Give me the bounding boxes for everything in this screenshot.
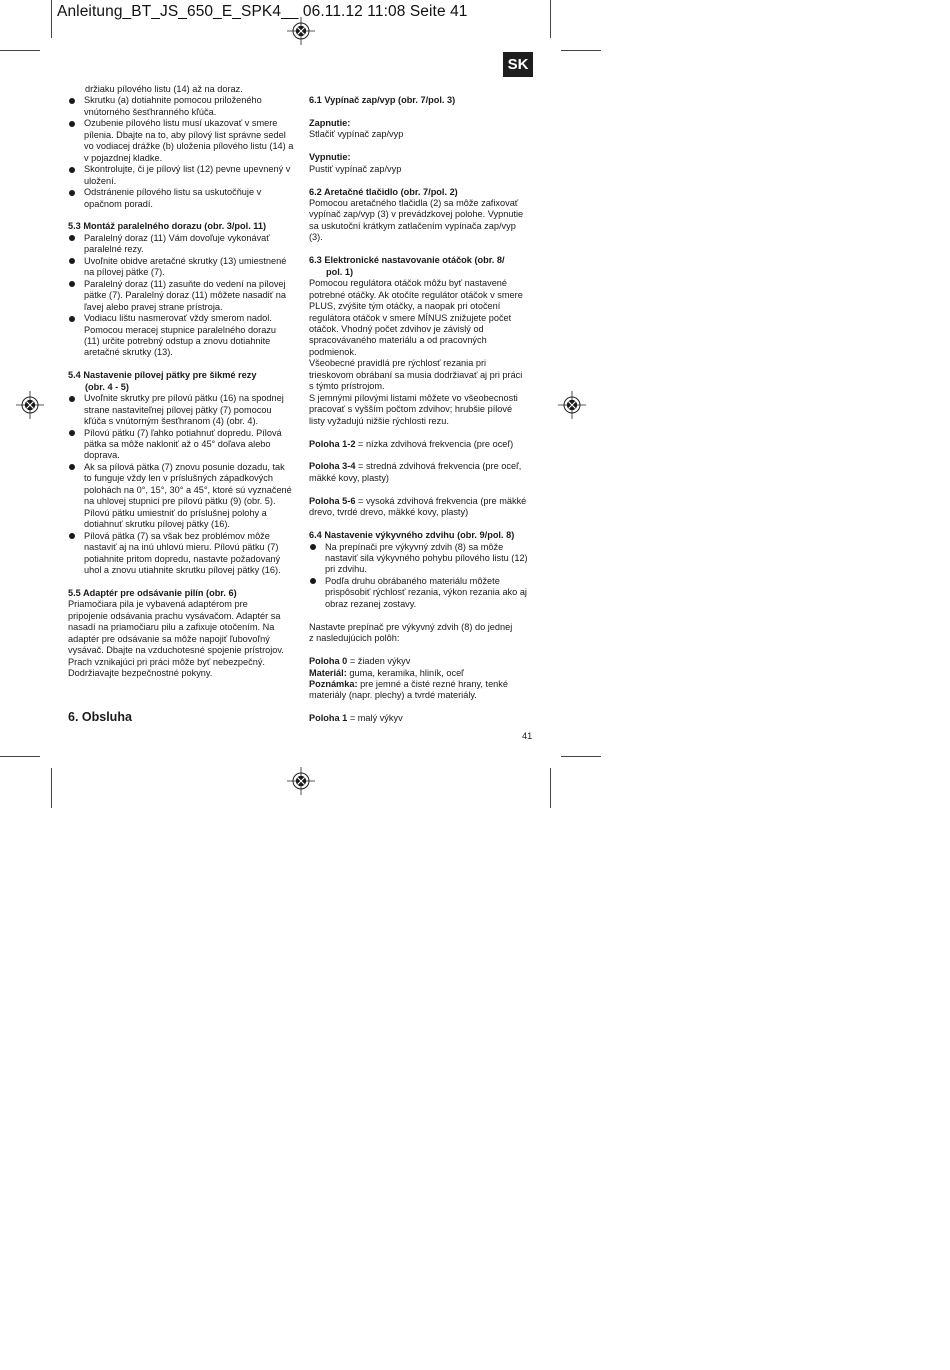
list-item: Vodiacu lištu nasmerovať vždy smerom nadol. Pomocou meracej stupnice paralelného dorazu (11) určite potrebný odstup a znovu dotiahnite aretačné skrutky (13).: [68, 313, 294, 359]
list-item: Podľa druhu obrábaného materiálu môžete prispôsobiť rýchlosť rezania, výkon rezania ako aj obraz rezanej zostavy.: [309, 576, 535, 610]
paragraph-line: Priamočiara pila je vybavená adaptérom pre: [68, 599, 248, 610]
position-1-2-line: [309, 439, 535, 450]
running-head: Anleitung_BT_JS_650_E_SPK4__ 06.11.12 11:08 Seite 41: [57, 3, 468, 20]
paragraph-line: (3).: [309, 232, 323, 243]
position-3-4-text-cont: mäkké kovy, plasty): [309, 472, 389, 483]
position-1-2-label: Poloha 1-2: [309, 438, 356, 449]
paragraph-line: Pomocou regulátora otáčok môžu byť nastavené: [309, 278, 508, 289]
trim-line-top-left-v: [51, 0, 52, 38]
position-0-line: [309, 656, 535, 667]
list-item: Odstránenie pílového listu sa uskutočňuje v opačnom poradí.: [68, 187, 294, 210]
list-item: Pílová pätka (7) sa však bez problémov môže nastaviť aj na inú uhlovú mieru. Pílovú pätku (7) potiahnite pritom dopredu, nastavte požadovaný uhol a znovu utiahnite skrutku pílovej pätky (16).: [68, 531, 294, 577]
trim-line-bottom-left-v: [51, 768, 52, 808]
intro-line: držiaku pílového listu (14) až na doraz.: [85, 84, 243, 94]
material-line: [309, 668, 535, 679]
registration-mark-right-icon: [558, 391, 586, 419]
list-item: Na prepínači pre výkyvný zdvih (8) sa môže nastaviť sila výkyvného pohybu pílového listu (12) pri zdvihu.: [309, 542, 535, 576]
registration-mark-left-icon: [16, 391, 44, 419]
position-3-4-line: [309, 461, 535, 472]
paragraph-line: regulátora otáčok v smere MÍNUS znižujete počet: [309, 312, 512, 323]
section-heading-5-5: 5.5 Adaptér pre odsávanie pilín (obr. 6): [68, 587, 237, 598]
trim-line-bottom-left-h: [0, 756, 40, 757]
position-1-label: Poloha 1: [309, 713, 348, 724]
paragraph-line: vysávač. Dbajte na vzduchotesné spojenie prístrojov.: [68, 645, 284, 656]
paragraph-line: PLUS, zvýšite tým otáčky, a naopak pri otočení: [309, 301, 501, 312]
switch-on-text: Stlačiť vypínač zap/vyp: [309, 129, 404, 140]
paragraph-line: listy vyžadujú nižšie rýchlosti rezu.: [309, 415, 449, 426]
section-heading-5-4-cont: (obr. 4 - 5): [85, 381, 129, 392]
trim-line-top-right-v: [550, 0, 551, 38]
switch-on-label: Zapnutie:: [309, 117, 351, 128]
paragraph-line: Dodržiavajte bezpečnostné pokyny.: [68, 668, 213, 679]
paragraph-line: podmienok.: [309, 346, 357, 357]
note-line: [309, 679, 535, 690]
paragraph-line: pripojenie odsávania prachu vysávačom. Adaptér sa: [68, 610, 281, 621]
position-0-label: Poloha 0: [309, 656, 348, 667]
list-item: Pílovú pätku (7) ľahko potiahnuť dopredu. Pílová pätka sa môže nakloniť až o 45° doľava alebo doprava.: [68, 428, 294, 462]
registration-mark-top-icon: [287, 17, 315, 45]
position-5-6-text: = vysoká zdvihová frekvencia (pre mäkké: [355, 495, 527, 506]
paragraph-line: Všeobecné pravidlá pre rýchlosť rezania pri: [309, 358, 487, 369]
position-0-text: = žiaden výkyv: [347, 656, 411, 667]
paragraph-line: s týmto prístrojom.: [309, 381, 385, 392]
list-item: Skontrolujte, či je pílový list (12) pevne upevnený v uložení.: [68, 164, 294, 187]
section-heading-6-1: 6.1 Vypínač zap/vyp (obr. 7/pol. 3): [309, 95, 456, 105]
right-column: [309, 95, 535, 725]
material-text: guma, keramika, hliník, oceľ: [346, 667, 464, 678]
paragraph-line: sa uskutoční krátkym zatlačením vypínača zap/vyp: [309, 220, 516, 231]
paragraph-line: adaptér pre odsávanie sa môže napojiť ľubovoľný: [68, 633, 270, 644]
list-item: Uvoľnite skrutky pre pílovú pätku (16) na spodnej strane nastaviteľnej pílovej pätky (7) pomocou kľúča s vnútorným šesťhranom (4) (obr. 4).: [68, 393, 294, 427]
note-label: Poznámka:: [309, 678, 358, 689]
paragraph-line: nasadí na priamočiaru pilu a zafixuje otočením. Na: [68, 622, 275, 633]
note-text-cont: materiály (napr. plechy) a tvrdé materiály.: [309, 690, 477, 701]
section-heading-5-4: 5.4 Nastavenie pílovej pätky pre šikmé rezy: [68, 370, 257, 381]
switch-off-text: Pustiť vypínač zap/vyp: [309, 163, 402, 174]
trim-line-bottom-right-h: [561, 756, 601, 757]
paragraph-line: z nasledujúcich polôh:: [309, 633, 400, 644]
language-badge: SK: [503, 52, 533, 77]
paragraph-line: pracovať s vyšším počtom zdvihov; hrubšie pílové: [309, 404, 513, 415]
list-item: Uvoľnite obidve aretačné skrutky (13) umiestnené na pílovej pätke (7).: [68, 256, 294, 279]
material-label: Materiál:: [309, 667, 347, 678]
position-3-4-label: Poloha 3-4: [309, 461, 356, 472]
paragraph-line: potrebné otáčky. Ak otočíte regulátor otáčok v smere: [309, 289, 523, 300]
section-heading-6-4: 6.4 Nastavenie výkyvného zdvihu (obr. 9/pol. 8): [309, 530, 515, 541]
section-heading-6-3: 6.3 Elektronické nastavovanie otáčok (obr. 8/: [309, 255, 505, 266]
position-1-2-text: = nízka zdvihová frekvencia (pre oceľ): [355, 438, 514, 449]
trim-line-bottom-right-v: [550, 768, 551, 808]
section-heading-6-2: 6.2 Aretačné tlačidlo (obr. 7/pol. 2): [309, 186, 458, 197]
paragraph-line: S jemnými pílovými listami môžete vo všeobecnosti: [309, 392, 518, 403]
paragraph-line: otáčok. Vhodný počet zdvihov je závislý od: [309, 324, 484, 334]
section-heading-6-3-cont: pol. 1): [326, 266, 354, 277]
paragraph-line: Nastavte prepínač pre výkyvný zdvih (8) do jednej: [309, 621, 513, 632]
registration-mark-bottom-icon: [287, 767, 315, 795]
position-1-text: = malý výkyv: [347, 713, 403, 724]
chapter-heading-6: 6. Obsluha: [68, 710, 132, 724]
position-5-6-text-cont: drevo, tvrdé drevo, mäkké kovy, plasty): [309, 507, 469, 518]
note-text: pre jemné a čisté rezné hrany, tenké: [357, 678, 508, 689]
list-item: Skrutku (a) dotiahnite pomocou priloženého vnútorného šesťhranného kľúča.: [68, 95, 294, 118]
paragraph-line: Pomocou aretačného tlačidla (2) sa môže zafixovať: [309, 198, 519, 209]
list-item: Paralelný doraz (11) Vám dovoľuje vykonávať paralelné rezy.: [68, 233, 294, 256]
position-1-line: [309, 713, 535, 724]
list-item: Paralelný doraz (11) zasuňte do vedení na pílovej pätke (7). Paralelný doraz (11) môžete nasadiť na ľavej alebo pravej strane prístroja.: [68, 279, 294, 313]
list-item: Ak sa pílová pätka (7) znovu posunie dozadu, tak to funguje vždy len v príslušných západkových polohách na 0°, 15°, 30° a 45°, ktoré sú vyznačené na uhlovej stupnici pre pílovú pätku (9) (obr. 5). Pílovú pätku umiestniť do príslušnej polohy a dotiahnuť skrutku pílovej pätky (16).: [68, 462, 294, 531]
section-heading-5-3: 5.3 Montáž paralelného dorazu (obr. 3/pol. 11): [68, 221, 267, 232]
trim-line-top-left-h: [0, 50, 40, 51]
paragraph-line: vypínač zap/vyp (3) v prevádzkovej polohe. Vypnutie: [309, 209, 524, 220]
left-column: [68, 84, 294, 680]
paragraph-line: Prach vznikajúci pri práci môže byť nebezpečný.: [68, 656, 265, 667]
list-item: Ozubenie pílového listu musí ukazovať v smere pílenia. Dbajte na to, aby pílový list správne sedel vo vodiacej drážke (b) uloženia pílového listu (14) a v pojazdnej kladke.: [68, 118, 294, 164]
position-3-4-text: = stredná zdvihová frekvencia (pre oceľ,: [355, 461, 522, 472]
position-5-6-line: [309, 496, 535, 507]
switch-off-label: Vypnutie:: [309, 152, 351, 163]
paragraph-line: spracovávaného materiálu a od pracovných: [309, 335, 487, 346]
position-5-6-label: Poloha 5-6: [309, 495, 356, 506]
page-number: 41: [522, 731, 533, 741]
trim-line-top-right-h: [561, 50, 601, 51]
paragraph-line: trieskovom obrábaní sa musia dodržiavať aj pri práci: [309, 369, 523, 380]
